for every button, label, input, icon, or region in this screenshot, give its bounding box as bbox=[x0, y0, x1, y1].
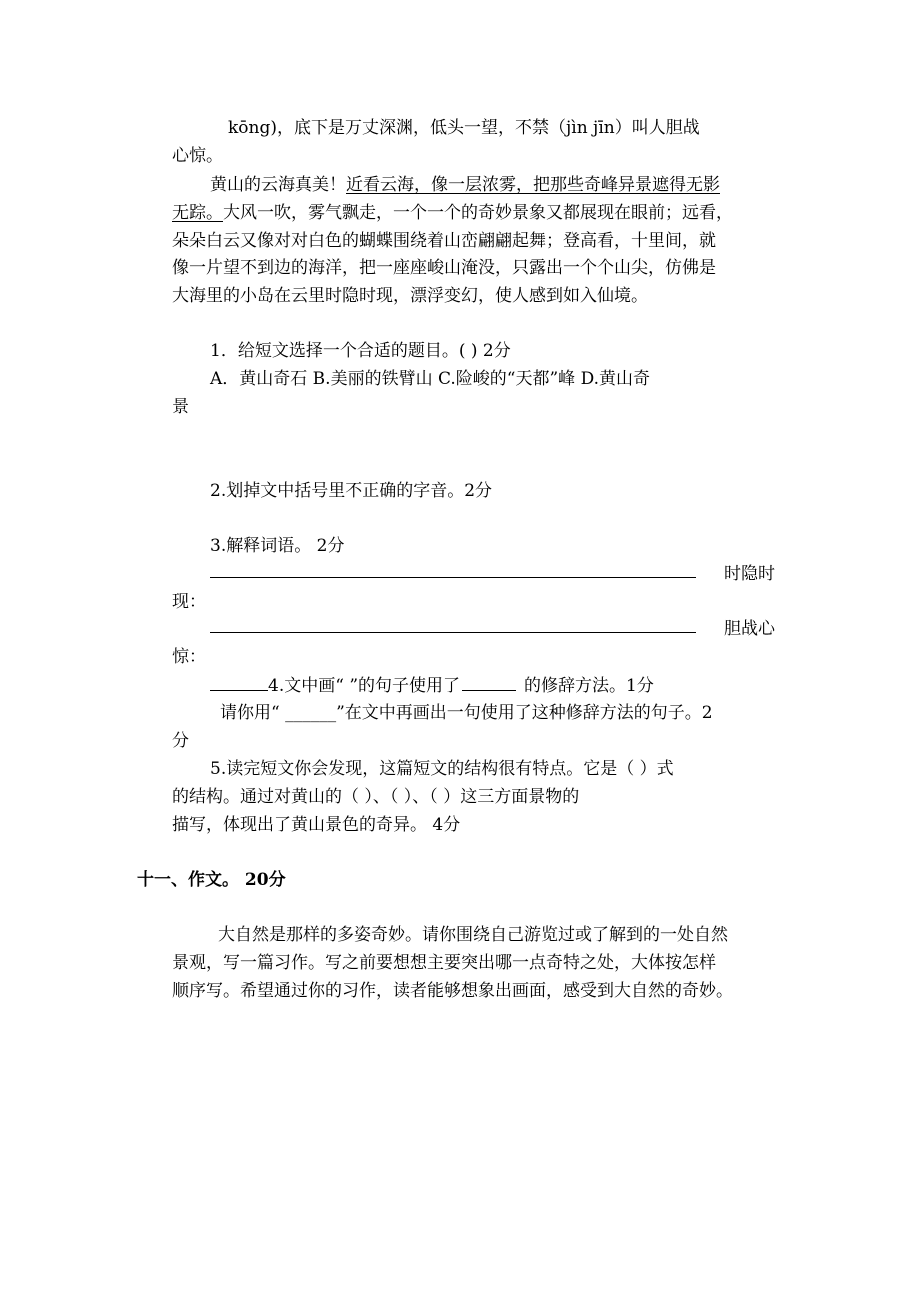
underlined-sentence: 无踪。 bbox=[172, 203, 223, 223]
question-2: 2.划掉文中括号里不正确的字音。2分 bbox=[210, 481, 493, 501]
section-heading: 十一、作文。 20分 bbox=[137, 870, 286, 890]
question-3: 3.解释词语。 2分 bbox=[210, 536, 345, 556]
question-1: 1．给短文选择一个合适的题目。( ) 2分 bbox=[210, 341, 511, 361]
answer-blank[interactable] bbox=[462, 674, 516, 691]
passage-text: 黄山的云海真美！ bbox=[210, 175, 346, 195]
underlined-sentence: 近看云海，像一层浓雾，把那些奇峰异景遮得无影 bbox=[346, 175, 720, 195]
term-label: 时隐时 bbox=[724, 564, 775, 584]
term-label: 胆战心 bbox=[724, 619, 775, 639]
essay-prompt: 大自然是那样的多姿奇妙。请你围绕自己游览过或了解到的一处自然 bbox=[218, 925, 728, 945]
essay-prompt: 顺序写。希望通过你的习作，读者能够想象出画面，感受到大自然的奇妙。 bbox=[172, 981, 733, 1001]
question-4 bbox=[210, 674, 654, 697]
question-5: 5.读完短文你会发现，这篇短文的结构很有特点。它是（ ）式 bbox=[210, 759, 674, 779]
question-1-options: A．黄山奇石 B.美丽的铁臂山 C.险峻的“天都”峰 D.黄山奇 bbox=[210, 369, 650, 389]
passage-line: 朵朵白云又像对对白色的蝴蝶围绕着山峦翩翩起舞；登高看，十里间，就 bbox=[172, 231, 716, 251]
question-5: 描写，体现出了黄山景色的奇异。 4分 bbox=[172, 815, 461, 835]
question-4-text: 4.文中画“ ”的句子使用了 bbox=[268, 676, 461, 696]
question-1-options-wrap: 景 bbox=[172, 397, 189, 417]
passage-line bbox=[210, 174, 720, 196]
answer-blank[interactable] bbox=[210, 674, 268, 691]
passage-line: 心惊。 bbox=[172, 146, 223, 166]
term-label: 现： bbox=[172, 592, 206, 612]
term-label: 惊： bbox=[172, 647, 206, 667]
question-4-instruction-wrap: 分 bbox=[172, 731, 189, 751]
answer-line[interactable] bbox=[210, 632, 696, 633]
passage-line bbox=[172, 202, 733, 224]
passage-line: kōng)，底下是万丈深渊，低头一望，不禁（jìn jīn）叫人胆战 bbox=[228, 118, 700, 138]
passage-line: 大海里的小岛在云里时隐时现，漂浮变幻，使人感到如入仙境。 bbox=[172, 286, 648, 306]
question-4-text: 的修辞方法。1分 bbox=[524, 676, 654, 696]
passage-text: 大风一吹，雾气飘走，一个一个的奇妙景象又都展现在眼前；远看， bbox=[223, 203, 733, 223]
passage-line: 像一片望不到边的海洋，把一座座峻山淹没，只露出一个个山尖，仿佛是 bbox=[172, 258, 716, 278]
question-5: 的结构。通过对黄山的（ ）、（ ）、（ ）这三方面景物的 bbox=[172, 787, 580, 807]
answer-line[interactable] bbox=[210, 577, 696, 578]
question-4-instruction: 请你用“ ______”在文中再画出一句使用了这种修辞方法的句子。2 bbox=[220, 703, 713, 723]
essay-prompt: 景观，写一篇习作。写之前要想想主要突出哪一点奇特之处，大体按怎样 bbox=[172, 953, 716, 973]
